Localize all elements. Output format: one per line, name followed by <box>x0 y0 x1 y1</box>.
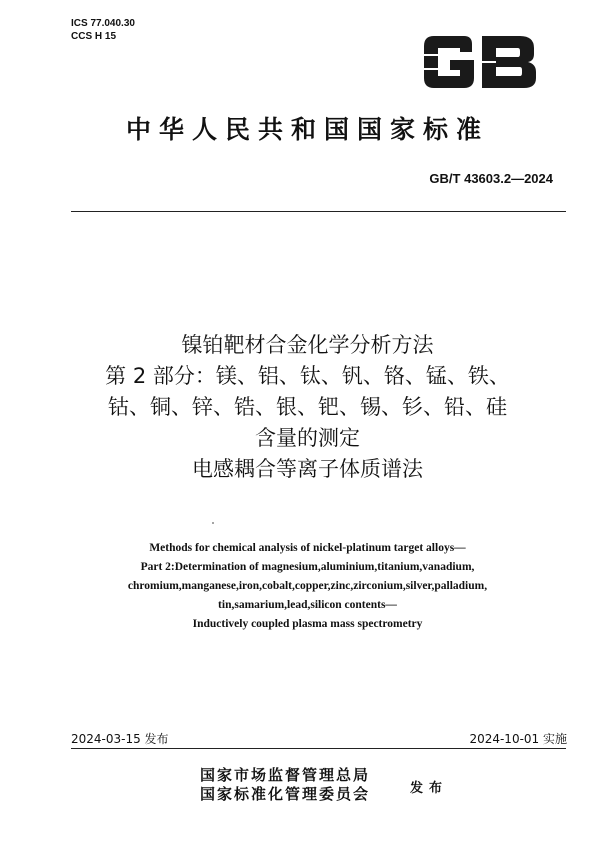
issue-date: 2024-03-15 发布 <box>71 732 169 746</box>
standard-number: GB/T 43603.2—2024 <box>429 171 553 186</box>
publish-label: 发布 <box>410 781 449 796</box>
cn-title-line: 电感耦合等离子体质谱法 <box>192 457 423 481</box>
bottom-divider <box>71 748 566 749</box>
cn-title-line: 含量的测定 <box>255 426 360 450</box>
top-divider <box>71 211 566 212</box>
implement-date: 2024-10-01 实施 <box>469 732 567 746</box>
classification-codes <box>71 17 135 43</box>
cn-title-line: 镍铂靶材合金化学分析方法 <box>181 333 434 357</box>
ics-code: ICS 77.040.30 <box>71 18 135 29</box>
cn-title-line: 钴、铜、锌、锆、银、钯、锡、钐、铅、硅 <box>108 395 507 419</box>
en-title-line: Inductively coupled plasma mass spectrometry <box>192 618 423 630</box>
decorative-dot <box>212 522 214 524</box>
en-title-line: tin,samarium,lead,silicon contents— <box>218 599 397 611</box>
chinese-title <box>0 330 615 485</box>
en-title-line: Part 2:Determination of magnesium,aluminium,titanium,vanadium, <box>140 561 475 573</box>
standard-type-title: 中华人民共和国国家标准 <box>125 115 489 144</box>
gb-logo <box>420 34 540 90</box>
ccs-code: CCS H 15 <box>71 31 117 42</box>
issuer-name: 国家市场监督管理总局 <box>200 766 371 784</box>
english-title <box>0 539 615 634</box>
en-title-line: chromium,manganese,iron,cobalt,copper,zinc,zirconium,silver,palladium, <box>127 580 488 592</box>
en-title-line: Methods for chemical analysis of nickel-platinum target alloys— <box>149 542 466 554</box>
cn-title-line: 第 2 部分：镁、铝、钛、钒、铬、锰、铁、 <box>105 364 510 388</box>
issuing-authorities <box>200 766 370 804</box>
issuer-name: 国家标准化管理委员会 <box>200 785 371 803</box>
